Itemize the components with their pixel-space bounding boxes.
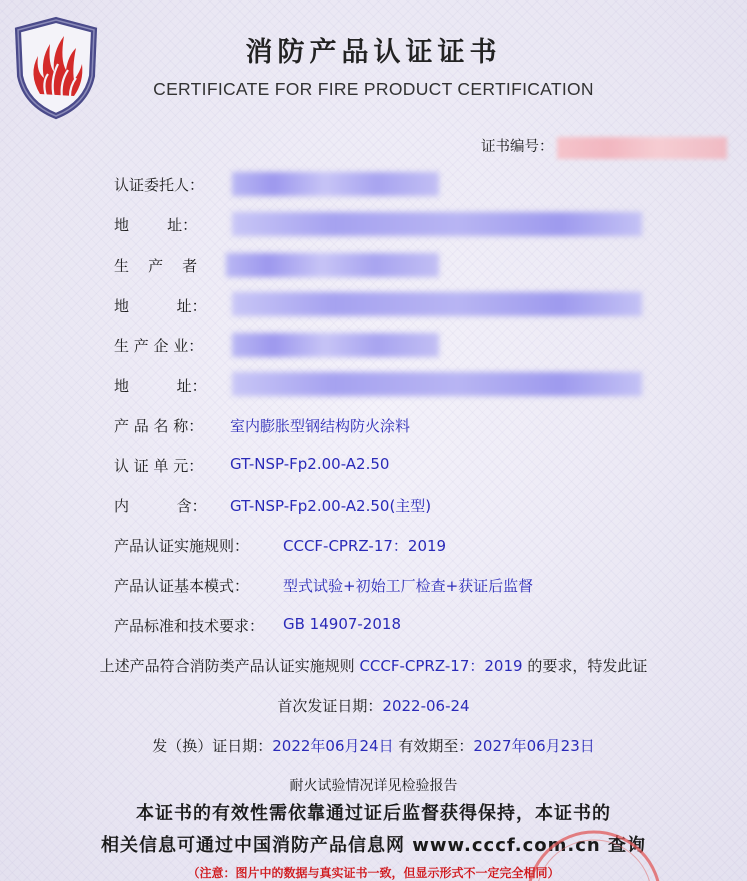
first-issue-line: [0, 695, 747, 716]
validity-note-line1: 本证书的有效性需依靠通过证后监督获得保持，本证书的: [136, 803, 611, 824]
first-issue-label: 首次发证日期：: [277, 697, 383, 715]
product-name-label: 产 品 名 称：: [114, 417, 204, 435]
cert-no-redacted: [557, 137, 727, 159]
producer-address-redacted: [232, 292, 642, 316]
disclaimer-note: （注意：图片中的数据与真实证书一致，但显示形式不一定完全相同）: [187, 866, 560, 880]
certificate-title-cn: 消防产品认证证书: [245, 37, 502, 68]
factory-label: 生 产 企 业：: [114, 337, 204, 355]
certificate-title-en: CERTIFICATE FOR FIRE PRODUCT CERTIFICATION: [153, 79, 594, 99]
valid-label: 有效期至：: [393, 737, 474, 755]
unit-label: 认 证 单 元：: [114, 457, 204, 475]
factory-address-redacted: [232, 372, 642, 396]
mode-value: 型式试验+初始工厂检查+获证后监督: [283, 577, 534, 595]
statement-rule: CCCF-CPRZ-17：2019: [359, 657, 523, 675]
client-address-redacted: [232, 212, 642, 236]
validity-dates-line: [0, 735, 747, 756]
report-note: 耐火试验情况详见检验报告: [289, 778, 458, 794]
product-name: 室内膨胀型钢结构防火涂料: [230, 417, 411, 435]
client-label: 认证委托人：: [114, 176, 205, 194]
producer-label: 生 产 者: [114, 257, 198, 275]
validity-note-line2: 相关信息可通过中国消防产品信息网 www.cccf.com.cn 查询: [101, 835, 646, 856]
client-address-label: 地 址：: [114, 216, 198, 234]
valid-date: 2027年06月23日: [473, 737, 595, 755]
statement-prefix: 上述产品符合消防类产品认证实施规则: [99, 657, 360, 675]
cert-unit: GT-NSP-Fp2.00-A2.50: [230, 455, 390, 473]
factory-address-label: 地 址：: [114, 377, 207, 395]
standard-label: 产品标准和技术要求：: [114, 617, 265, 635]
standard-value: GB 14907-2018: [283, 615, 401, 633]
statement-suffix: 的要求，特发此证: [522, 657, 648, 675]
rules-value: CCCF-CPRZ-17：2019: [283, 537, 447, 555]
mode-label: 产品认证基本模式：: [114, 577, 250, 595]
contains-value: GT-NSP-Fp2.00-A2.50(主型): [230, 497, 432, 515]
rules-label: 产品认证实施规则：: [114, 537, 250, 555]
producer-redacted: [226, 253, 439, 277]
client-redacted: [232, 172, 439, 196]
issue-label: 发（换）证日期：: [152, 737, 273, 755]
contains-label: 内 含：: [114, 497, 207, 515]
factory-redacted: [232, 333, 439, 357]
issue-date: 2022年06月24日: [272, 737, 394, 755]
conformity-statement: [0, 655, 747, 676]
first-issue-date: 2022-06-24: [382, 697, 470, 715]
producer-address-label: 地 址：: [114, 297, 207, 315]
cert-no-label: 证书编号：: [481, 139, 554, 155]
